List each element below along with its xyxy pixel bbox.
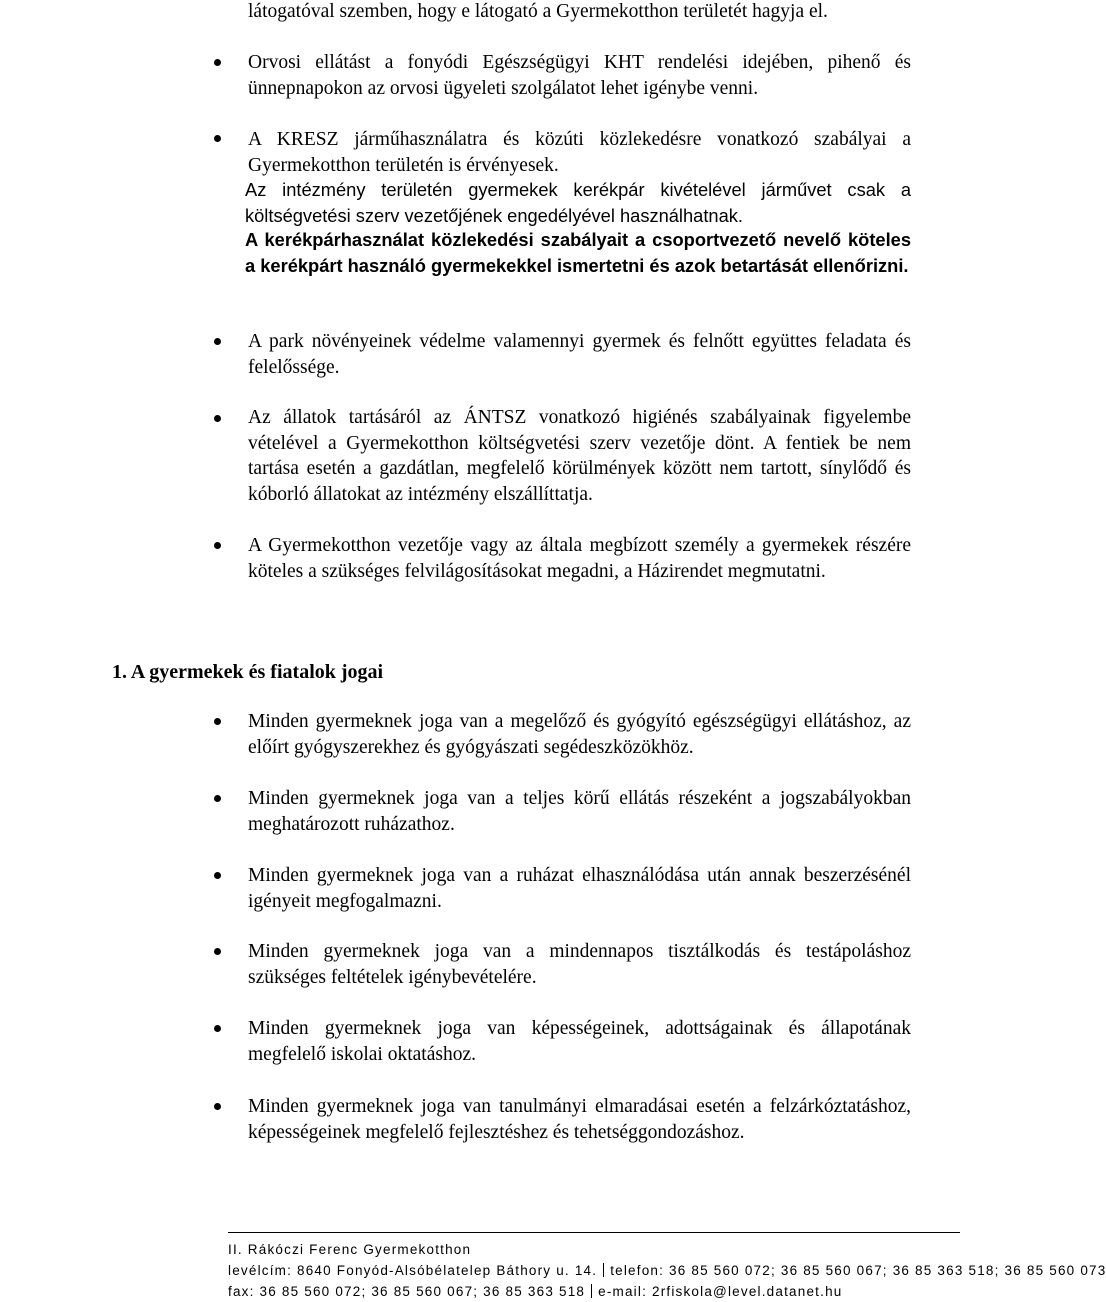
footer-address: levélcím: 8640 Fonyód-Alsóbélatelep Báthory u. 14. (228, 1263, 598, 1278)
rights-list-item: Minden gyermeknek joga van a teljes körű ellátás részeként a jogszabályokban meghatározott ruházathoz. (248, 788, 911, 835)
footer-divider (228, 1232, 960, 1233)
list-item: A Gyermekotthon vezetője vagy az általa megbízott személy a gyermekek részére köteles a szükséges felvilágosításokat megadni, a Házirendet megmutatni. (248, 535, 911, 582)
bullet-icon (214, 1025, 221, 1032)
separator (591, 1284, 592, 1298)
rights-list-item: Minden gyermeknek joga van tanulmányi elmaradásai esetén a felzárkóztatáshoz, képességeinek megfelelő fejlesztéshez és tehetséggondozáshoz. (248, 1096, 911, 1143)
section-heading: 1. A gyermekek és fiatalok jogai (112, 661, 384, 683)
vehicle-note: Az intézmény területén gyermekek kerékpár kivételével járművet csak a költségvetési szerv vezetőjének engedélyével használhatnak. (245, 179, 911, 226)
bullet-icon (214, 59, 221, 66)
rights-list-item: Minden gyermeknek joga van a ruházat elhasználódása után annak beszerzésénél igényeit megfogalmazni. (248, 865, 911, 912)
bullet-icon (214, 795, 221, 802)
bullet-icon (214, 338, 221, 345)
bullet-icon (214, 872, 221, 879)
rights-list-item: Minden gyermeknek joga van a megelőző és gyógyító egészségügyi ellátáshoz, az előírt gyógyszerekhez és gyógyászati segédeszközökhöz. (248, 711, 911, 758)
bicycle-rule: A kerékpárhasználat közlekedési szabályait a csoportvezető nevelő köteles a kerékpárt használó gyermekekkel ismertetni és azok betartását ellenőrizni. (245, 229, 911, 276)
bullet-icon (214, 948, 221, 955)
list-item: Orvosi ellátást a fonyódi Egészségügyi KHT rendelési idejében, pihenő és ünnepnapokon az orvosi ügyeleti szolgálatot lehet igénybe venni. (248, 52, 911, 99)
separator (603, 1263, 604, 1277)
footer-contact-line (228, 1263, 1106, 1278)
rights-list-item: Minden gyermeknek joga van a mindennapos tisztálkodás és testápoláshoz szükséges feltételek igénybevételére. (248, 941, 911, 988)
continued-paragraph: látogatóval szemben, hogy e látogató a Gyermekotthon területét hagyja el. (248, 1, 828, 22)
bullet-icon (214, 415, 221, 422)
list-item: A park növényeinek védelme valamennyi gyermek és felnőtt együttes feladata és felelőssége. (248, 331, 911, 378)
footer-fax-line (228, 1284, 842, 1299)
footer-fax: fax: 36 85 560 072; 36 85 560 067; 36 85 363 518 (228, 1284, 586, 1299)
list-item: A KRESZ járműhasználatra és közúti közlekedésre vonatkozó szabályai a Gyermekotthon területén is érvényesek. (248, 129, 911, 176)
rights-list-item: Minden gyermeknek joga van képességeinek, adottságainak és állapotának megfelelő iskolai oktatáshoz. (248, 1018, 911, 1065)
bullet-icon (214, 135, 221, 142)
list-item: Az állatok tartásáról az ÁNTSZ vonatkozó higiénés szabályainak figyelembe vételével a Gyermekotthon költségvetési szerv vezetője dönt. A fentiek be nem tartása esetén a gazdátlan, megfelelő körülmények között nem tartott, sínylődő és kóborló állatokat az intézmény elszállíttatja. (248, 407, 911, 505)
bullet-icon (214, 542, 221, 549)
footer-institution: II. Rákóczi Ferenc Gyermekotthon (228, 1242, 472, 1257)
bullet-icon (214, 1103, 221, 1110)
footer-phone: telefon: 36 85 560 072; 36 85 560 067; 36 85 363 518; 36 85 560 073 (610, 1263, 1106, 1278)
footer-email: e-mail: 2rfiskola@level.datanet.hu (598, 1284, 843, 1299)
bullet-icon (214, 718, 221, 725)
